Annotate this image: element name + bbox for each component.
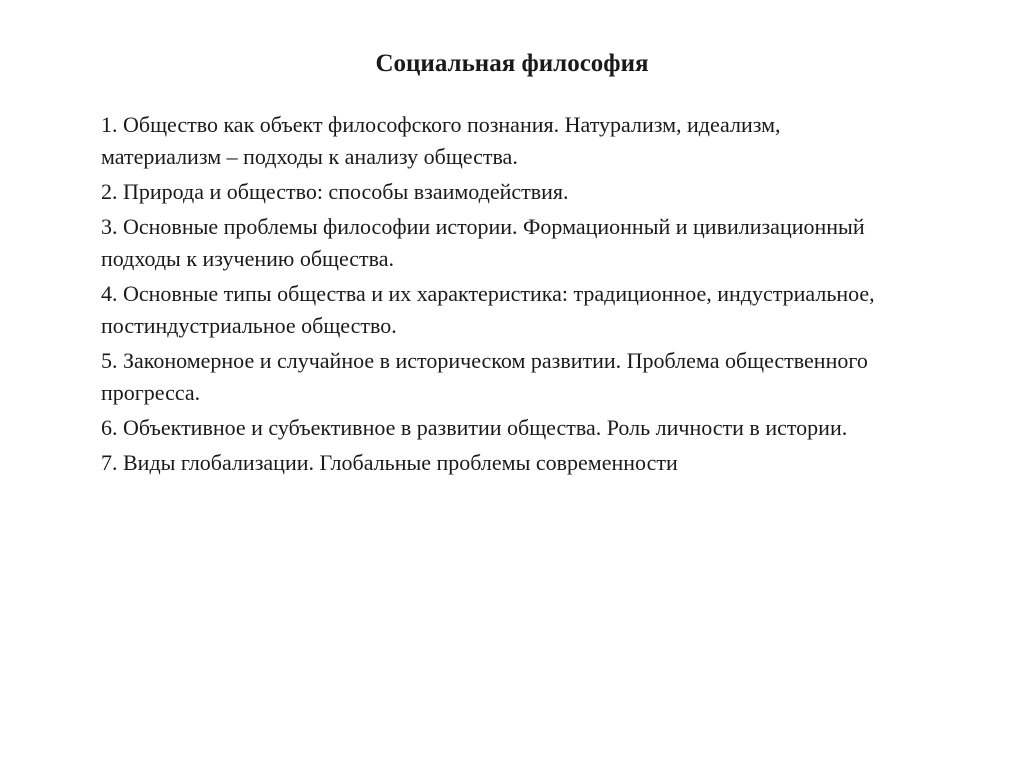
topic-item: 2. Природа и общество: способы взаимодействия. [101, 179, 569, 204]
topic-item: 4. Основные типы общества и их характеристика: традиционное, индустриальное, постиндустриальное общество. [101, 281, 875, 338]
topic-item: 5. Закономерное и случайное в историческом развитии. Проблема общественного прогресса. [101, 348, 868, 405]
topic-list [101, 109, 901, 482]
topic-item: 6. Объективное и субъективное в развитии общества. Роль личности в истории. [101, 415, 848, 440]
slide-title: Социальная философия [375, 50, 649, 77]
topic-item: 3. Основные проблемы философии истории. Формационный и цивилизационный подходы к изучению общества. [101, 214, 865, 271]
topic-item: 1. Общество как объект философского познания. Натурализм, идеализм, материализм – подходы к анализу общества. [101, 112, 781, 169]
topic-item: 7. Виды глобализации. Глобальные проблемы современности [101, 450, 678, 475]
